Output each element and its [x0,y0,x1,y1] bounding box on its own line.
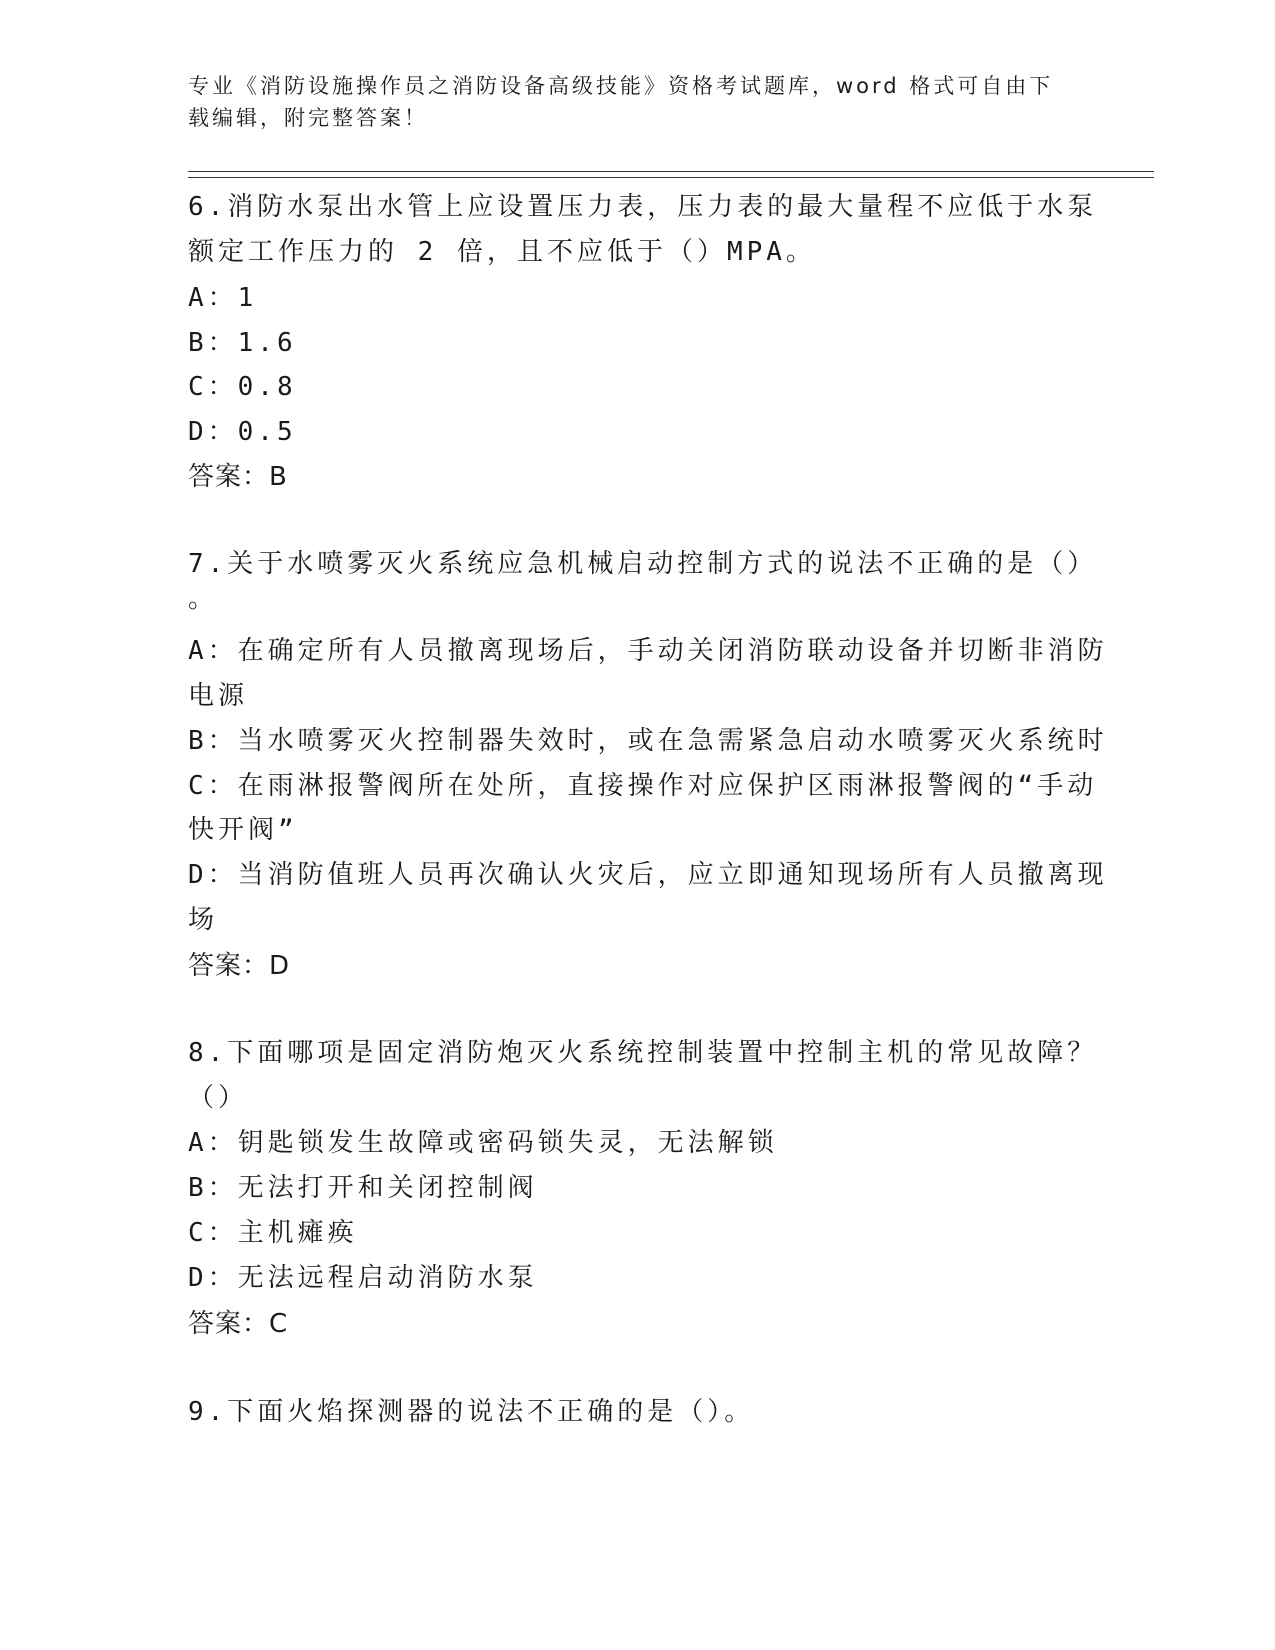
question-6-stem-line-2: 额定工作压力的 2 倍，且不应低于（）MPA。 [188,237,816,267]
question-8-stem-line-2: （） [188,1083,249,1113]
question-8-option-d: D：无法远程启动消防水泵 [188,1263,538,1293]
question-8-answer: 答案：C [188,1309,289,1339]
question-6-option-c: C：0.8 [188,372,297,402]
question-6-option-b: B：1.6 [188,328,297,358]
question-7-stem-line-2: 。 [188,584,219,614]
question-8-option-b: B：无法打开和关闭控制阀 [188,1173,538,1203]
header-line-2: 载编辑，附完整答案！ [188,106,428,130]
question-7-option-c-line-2: 快开阀” [188,815,298,845]
question-9-stem-line-1: 9.下面火焰探测器的说法不正确的是（）。 [188,1397,755,1427]
question-8-option-c: C：主机瘫痪 [188,1218,358,1248]
question-7-option-d-line-1: D：当消防值班人员再次确认火灾后，应立即通知现场所有人员撤离现 [188,860,1108,890]
question-6-option-a: A：1 [188,283,258,313]
question-7-option-a-line-2: 电源 [188,681,249,711]
question-6-answer: 答案：B [188,462,288,492]
question-7-option-c-line-1: C：在雨淋报警阀所在处所，直接操作对应保护区雨淋报警阀的“手动 [188,771,1098,801]
question-7-option-a-line-1: A：在确定所有人员撤离现场后，手动关闭消防联动设备并切断非消防 [188,636,1108,666]
question-6-option-d: D：0.5 [188,417,297,447]
question-8-option-a: A：钥匙锁发生故障或密码锁失灵，无法解锁 [188,1128,778,1158]
question-7-option-d-line-2: 场 [188,905,219,935]
question-7-stem-line-1: 7.关于水喷雾灭火系统应急机械启动控制方式的说法不正确的是（） [188,549,1098,579]
header-line-1: 专业《消防设施操作员之消防设备高级技能》资格考试题库，word 格式可自由下 [188,74,1054,98]
header-divider-top [188,171,1154,172]
question-8-stem-line-1: 8.下面哪项是固定消防炮灭火系统控制装置中控制主机的常见故障？ [188,1038,1098,1068]
question-6-stem-line-1: 6.消防水泵出水管上应设置压力表，压力表的最大量程不应低于水泵 [188,192,1098,222]
question-7-answer: 答案：D [188,951,291,981]
question-7-option-b: B：当水喷雾灭火控制器失效时，或在急需紧急启动水喷雾灭火系统时 [188,726,1108,756]
header-divider-bottom [188,177,1154,178]
